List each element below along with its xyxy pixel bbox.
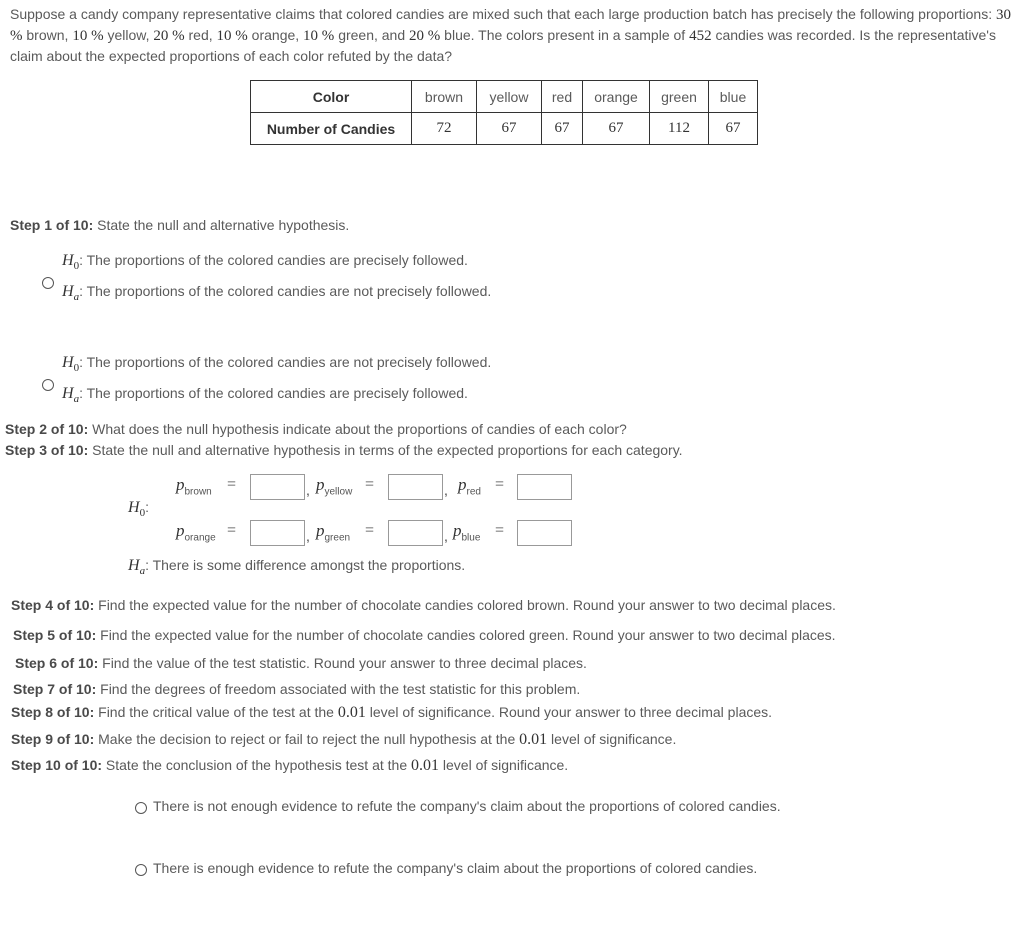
step-text: level of significance. Round your answer to three decimal places. xyxy=(369,704,773,720)
step10-option-b-radio[interactable] xyxy=(135,864,147,876)
table-cell: 67 xyxy=(583,113,650,145)
p-symbol: p xyxy=(316,475,325,494)
ha-text: There is some difference amongst the proportions. xyxy=(152,557,466,573)
step1-option-b-ha xyxy=(62,385,468,405)
h0-symbol: H xyxy=(128,499,140,516)
step-text: State the null and alternative hypothesis. xyxy=(97,217,350,233)
step4-prompt xyxy=(11,597,836,613)
table-cell: 67 xyxy=(542,113,583,145)
table-cell: 112 xyxy=(650,113,709,145)
step-text: Find the degrees of freedom associated with the test statistic for this problem. xyxy=(100,681,581,697)
step-label: Step 2 of 10: xyxy=(5,421,89,437)
step-text: What does the null hypothesis indicate about the proportions of candies of each color? xyxy=(92,421,627,437)
step-label: Step 7 of 10: xyxy=(13,681,97,697)
step1-option-a-ha xyxy=(62,283,491,303)
p-brown-input[interactable] xyxy=(250,474,305,500)
p-yellow-label xyxy=(316,475,352,497)
equals-sign: = xyxy=(365,476,375,493)
table-cell: 67 xyxy=(477,113,542,145)
step3-h0-label xyxy=(128,499,149,519)
step1-prompt xyxy=(10,217,349,233)
h0-subscript: 0 xyxy=(73,259,80,272)
equals-sign: = xyxy=(365,522,375,539)
prop-orange-label: orange, xyxy=(251,27,300,43)
ha-symbol: H xyxy=(62,385,74,402)
colon: : xyxy=(79,283,83,299)
colon: : xyxy=(145,557,149,573)
step9-prompt xyxy=(11,731,676,749)
step3-prompt xyxy=(5,442,683,458)
equals-sign: = xyxy=(227,522,237,539)
ha-subscript: a xyxy=(73,392,80,405)
step-text: Find the critical value of the test at the xyxy=(98,704,334,720)
prop-orange-pct: 10 % xyxy=(216,28,248,44)
step-text: level of significance. xyxy=(442,757,569,773)
table-cell: brown xyxy=(412,81,477,113)
step-text: Make the decision to reject or fail to reject the null hypothesis at the xyxy=(98,731,516,747)
step-text: level of significance. xyxy=(551,731,677,747)
p-yellow-input[interactable] xyxy=(388,474,443,500)
colon: : xyxy=(145,499,149,515)
table-cell: 67 xyxy=(709,113,758,145)
step1-option-b-radio[interactable] xyxy=(42,379,54,391)
comma: , xyxy=(306,528,310,544)
colon: : xyxy=(79,354,83,370)
step-label: Step 1 of 10: xyxy=(10,217,94,233)
table-cell: 72 xyxy=(412,113,477,145)
p-symbol: p xyxy=(458,475,467,494)
p-blue-label xyxy=(453,521,480,543)
p-symbol: p xyxy=(453,521,462,540)
ha-text: The proportions of the colored candies are not precisely followed. xyxy=(86,283,492,299)
table-row xyxy=(251,113,758,145)
step-text: Find the expected value for the number of chocolate candies colored brown. Round your answer to two decimal places. xyxy=(98,597,836,613)
p-green-label xyxy=(316,521,350,543)
step-text: Find the expected value for the number of chocolate candies colored green. Round your answer to two decimal places. xyxy=(100,627,836,643)
p-subscript: brown xyxy=(184,486,212,498)
ha-subscript: a xyxy=(73,290,80,303)
problem-text: Suppose a candy company representative claims that colored candies are mixed such that each large production batch has precisely the following proportions: xyxy=(10,6,993,22)
alpha-value: 0.01 xyxy=(519,731,548,748)
prop-blue-pct: 20 % xyxy=(409,28,441,44)
step-label: Step 6 of 10: xyxy=(15,655,99,671)
h0-subscript: 0 xyxy=(139,506,146,519)
step3-ha xyxy=(128,557,465,577)
comma: , xyxy=(444,528,448,544)
step-text: State the null and alternative hypothesis in terms of the expected proportions for each category. xyxy=(92,442,683,458)
step1-option-a-radio[interactable] xyxy=(42,277,54,289)
prop-red-pct: 20 % xyxy=(153,28,185,44)
table-cell: orange xyxy=(583,81,650,113)
prop-blue-label: blue. xyxy=(444,27,475,43)
prop-yellow-pct: 10 % xyxy=(72,28,104,44)
h0-symbol: H xyxy=(62,252,74,269)
table-cell: green xyxy=(650,81,709,113)
step10-option-a-radio[interactable] xyxy=(135,802,147,814)
p-symbol: p xyxy=(176,475,185,494)
colon: : xyxy=(79,385,83,401)
p-orange-input[interactable] xyxy=(250,520,305,546)
p-subscript: red xyxy=(466,486,481,498)
table-cell: blue xyxy=(709,81,758,113)
problem-text-3: candies was recorded. Is the representative's claim about the expected proportions of each color refuted by the data? xyxy=(10,27,996,64)
problem-statement xyxy=(10,4,1014,66)
p-red-label xyxy=(458,475,481,497)
step-text: Find the value of the test statistic. Round your answer to three decimal places. xyxy=(102,655,587,671)
step10-prompt xyxy=(11,757,568,775)
equals-sign: = xyxy=(227,476,237,493)
alpha-value: 0.01 xyxy=(411,757,440,774)
table-header: Number of Candies xyxy=(251,113,412,145)
problem-text-2: The colors present in a sample of xyxy=(478,27,686,43)
step5-prompt xyxy=(13,627,836,643)
step-label: Step 8 of 10: xyxy=(11,704,95,720)
step-label: Step 3 of 10: xyxy=(5,442,89,458)
p-subscript: orange xyxy=(184,532,216,544)
step-label: Step 10 of 10: xyxy=(11,757,103,773)
prop-green-pct: 10 % xyxy=(303,28,335,44)
p-subscript: yellow xyxy=(324,486,353,498)
h0-symbol: H xyxy=(62,354,74,371)
step-label: Step 9 of 10: xyxy=(11,731,95,747)
step-label: Step 4 of 10: xyxy=(11,597,95,613)
p-subscript: blue xyxy=(461,532,481,544)
comma: , xyxy=(444,482,448,498)
ha-symbol: H xyxy=(62,283,74,300)
table-cell: red xyxy=(542,81,583,113)
alpha-value: 0.01 xyxy=(337,704,366,721)
ha-symbol: H xyxy=(128,557,140,574)
prop-green-label: green, and xyxy=(338,27,406,43)
sample-size: 452 xyxy=(689,28,712,44)
step-text: State the conclusion of the hypothesis test at the xyxy=(105,757,408,773)
candy-data-table xyxy=(250,80,758,145)
step1-option-b-h0 xyxy=(62,354,491,374)
equals-sign: = xyxy=(495,522,505,539)
p-brown-label xyxy=(176,475,212,497)
step-label: Step 5 of 10: xyxy=(13,627,97,643)
step8-prompt xyxy=(11,704,772,722)
table-cell: yellow xyxy=(477,81,542,113)
step1-option-a-h0 xyxy=(62,252,468,272)
comma: , xyxy=(306,482,310,498)
p-subscript: green xyxy=(324,532,351,544)
step10-option-a-label[interactable]: There is not enough evidence to refute the company's claim about the proportions of colored candies. xyxy=(153,798,781,814)
step2-prompt xyxy=(5,421,627,437)
p-orange-label xyxy=(176,521,216,543)
table-header: Color xyxy=(251,81,412,113)
p-symbol: p xyxy=(176,521,185,540)
ha-subscript: a xyxy=(139,564,146,577)
step7-prompt xyxy=(13,681,580,697)
h0-text: The proportions of the colored candies are not precisely followed. xyxy=(86,354,492,370)
step6-prompt xyxy=(15,655,587,671)
p-blue-input[interactable] xyxy=(517,520,572,546)
p-symbol: p xyxy=(316,521,325,540)
prop-yellow-label: yellow, xyxy=(107,27,150,43)
step10-option-b-label[interactable]: There is enough evidence to refute the company's claim about the proportions of colored candies. xyxy=(153,860,758,876)
colon: : xyxy=(79,252,83,268)
prop-brown-label: brown, xyxy=(26,27,69,43)
table-row xyxy=(251,81,758,113)
ha-text: The proportions of the colored candies are precisely followed. xyxy=(86,385,468,401)
equals-sign: = xyxy=(495,476,505,493)
h0-subscript: 0 xyxy=(73,361,80,374)
p-green-input[interactable] xyxy=(388,520,443,546)
p-red-input[interactable] xyxy=(517,474,572,500)
h0-text: The proportions of the colored candies are precisely followed. xyxy=(86,252,468,268)
prop-brown-pct: 30 % xyxy=(10,7,1012,44)
prop-red-label: red, xyxy=(188,27,213,43)
